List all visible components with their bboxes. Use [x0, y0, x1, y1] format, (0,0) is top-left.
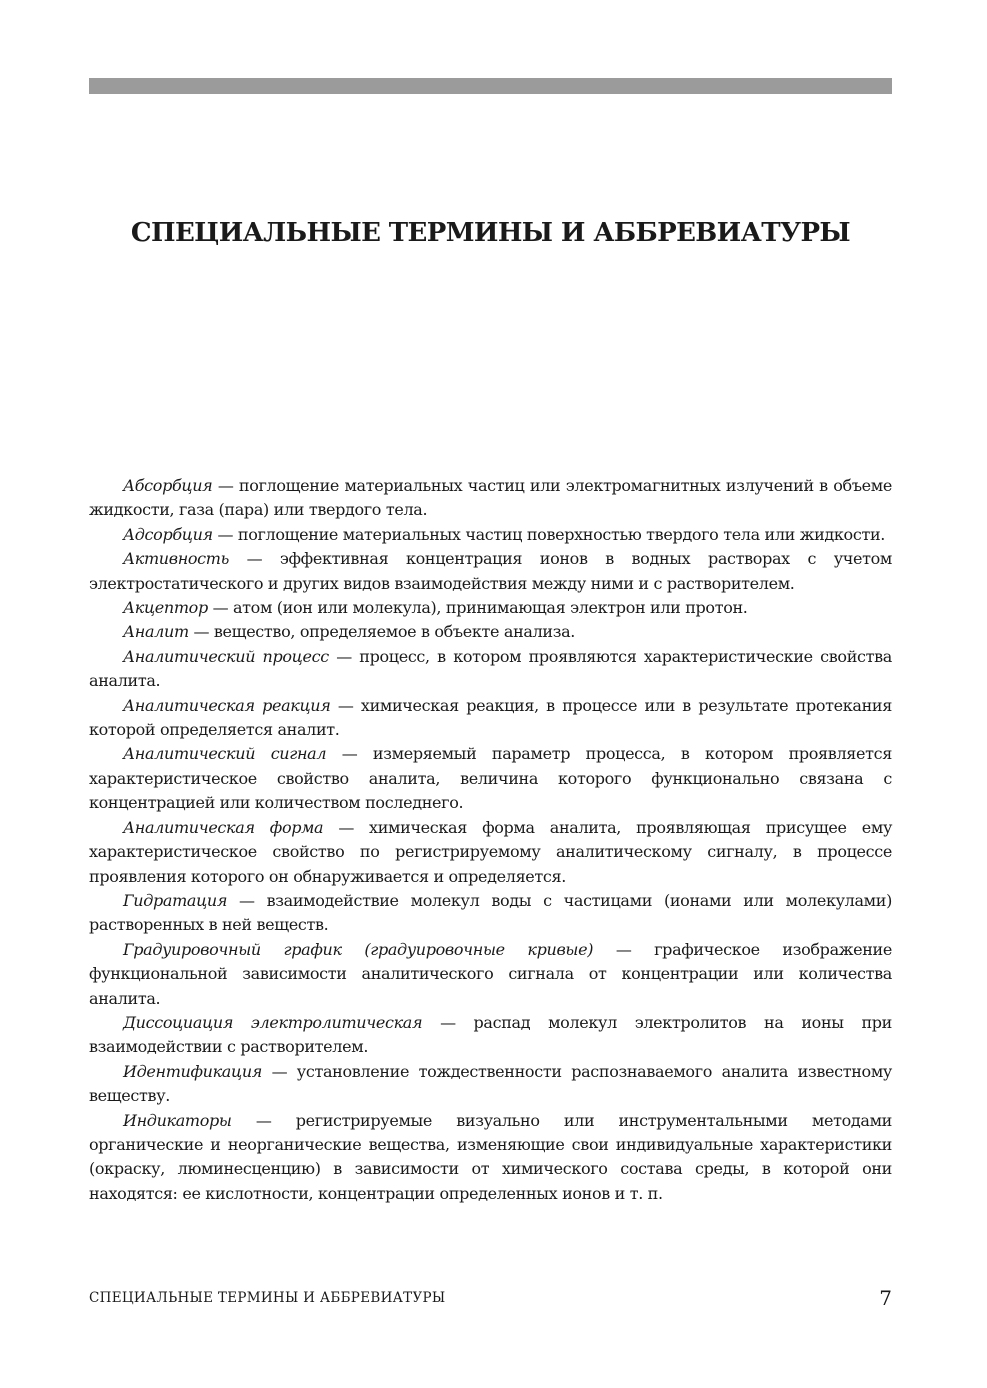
glossary-entry	[89, 1011, 892, 1060]
glossary-term: Гидратация	[123, 890, 228, 910]
glossary-entry	[89, 523, 892, 547]
glossary-term: Градуировочный график (градуировочные кривые)	[123, 939, 594, 959]
glossary-term: Аналитическая форма	[123, 817, 324, 837]
page-number: 7	[879, 1286, 892, 1310]
glossary-definition: — регистрируемые визуально или инструментальными методами органические и неорганические вещества, изменяющие свои индивидуальные характеристики (окраску, люминесценцию) в зависимости от химического состава среды, в которой они находятся: ее кислотности, концентрации определенных ионов и т. п.	[89, 1110, 892, 1203]
glossary-definition: — химическая реакция, в процессе или в результате протекания которой определяется аналит.	[89, 695, 892, 740]
glossary-entry	[89, 1060, 892, 1109]
header-rule	[89, 78, 892, 94]
glossary-definition: — эффективная концентрация ионов в водных растворах с учетом электростатического и других видов взаимодействия между ними и с растворителем.	[89, 549, 892, 593]
glossary-term: Активность	[123, 549, 229, 569]
running-head: СПЕЦИАЛЬНЫЕ ТЕРМИНЫ И АББРЕВИАТУРЫ	[89, 1290, 446, 1306]
glossary-term: Аналитический процесс	[123, 646, 329, 666]
glossary-term: Адсорбция	[123, 524, 213, 544]
glossary-definition: — поглощение материальных частиц или электромагнитных излучений в объеме жидкости, газа (пара) или твердого тела.	[89, 476, 892, 520]
glossary-definition: — взаимодействие молекул воды с частицами (ионами или молекулами) растворенных в ней веществ.	[89, 890, 892, 935]
glossary-term: Индикаторы	[123, 1110, 232, 1130]
glossary-definition: — установление тождественности распознаваемого аналита известному веществу.	[89, 1061, 892, 1106]
glossary-definition: — графическое изображение функциональной зависимости аналитического сигнала от концентрации или количества аналита.	[89, 939, 892, 1008]
glossary-term: Идентификация	[123, 1061, 263, 1081]
glossary-definition: — химическая форма аналита, проявляющая присущее ему характеристическое свойство по регистрируемому аналитическому сигналу, в процессе проявления которого он обнаруживается и определяется.	[89, 817, 893, 886]
glossary-term: Абсорбция	[123, 476, 213, 495]
glossary-term: Диссоциация электролитическая	[123, 1012, 423, 1032]
glossary-term: Аналитический сигнал	[123, 744, 327, 764]
glossary-term: Аналит	[123, 622, 189, 642]
glossary-entry	[89, 1109, 892, 1207]
glossary-term: Аналитическая реакция	[123, 695, 331, 715]
glossary-entry	[89, 474, 892, 523]
glossary-definition: — поглощение материальных частиц поверхностью твердого тела или жидкости.	[212, 524, 886, 544]
glossary-definition: — процесс, в котором проявляются характеристические свойства аналита.	[89, 646, 892, 691]
glossary-entry	[89, 694, 892, 743]
glossary-entry	[89, 596, 892, 620]
glossary-list	[89, 474, 892, 1206]
glossary-entry	[89, 816, 892, 889]
glossary-entry	[89, 645, 892, 694]
chapter-title: СПЕЦИАЛЬНЫЕ ТЕРМИНЫ И АББРЕВИАТУРЫ	[130, 218, 851, 248]
glossary-definition: — атом (ион или молекула), принимающая электрон или протон.	[207, 598, 748, 618]
glossary-definition: — распад молекул электролитов на ионы при взаимодействии с растворителем.	[89, 1012, 892, 1057]
glossary-entry	[89, 620, 892, 644]
page-footer	[89, 1286, 892, 1310]
glossary-term: Акцептор	[123, 598, 208, 618]
glossary-entry	[89, 938, 892, 1011]
glossary-entry	[89, 547, 892, 596]
glossary-entry	[89, 742, 892, 815]
glossary-entry	[89, 889, 892, 938]
glossary-definition: — измеряемый параметр процесса, в котором проявляется характеристическое свойство аналита, величина которого функционально связана с концентрацией или количеством последнего.	[89, 744, 892, 813]
glossary-definition: — вещество, определяемое в объекте анализа.	[188, 622, 576, 642]
